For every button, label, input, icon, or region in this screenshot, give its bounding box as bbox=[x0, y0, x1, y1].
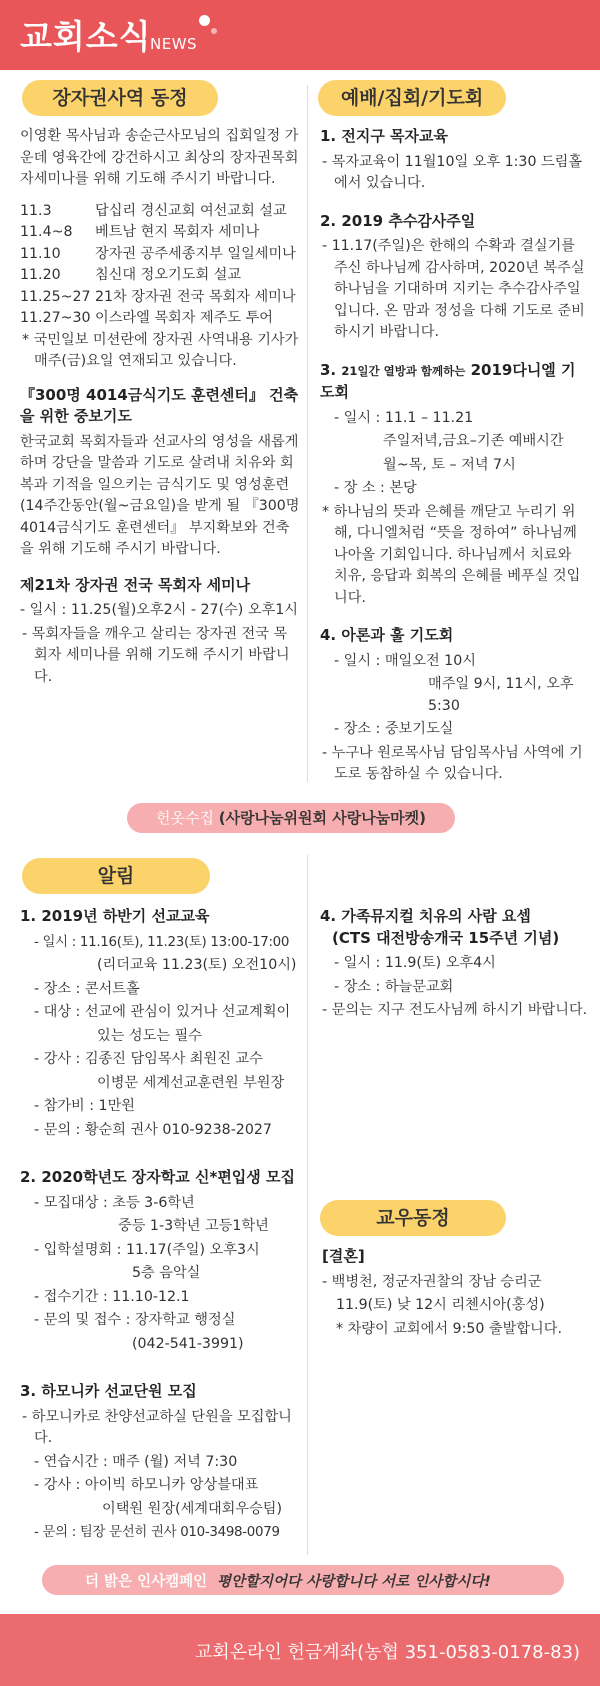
members-label: [결혼] bbox=[322, 1247, 365, 1265]
section-pill-members: 교우동정 bbox=[320, 1200, 506, 1236]
greeting-campaign-slogan: 평안할지어다 사랑합니다 서로 인사합시다! bbox=[217, 1574, 491, 1590]
section-pill-notice: 알림 bbox=[22, 858, 210, 894]
ministry-intro: 이영환 목사님과 송순근사모님의 집회일정 가운데 영육간에 강건하시고 최상의 장자권목회자세미나를 위해 기도해 주시기 바랍니다. bbox=[20, 128, 299, 187]
notice-2-target: - 모집대상 : 초등 3-6학년 bbox=[34, 1194, 195, 1211]
center-title: 『300명 4014금식기도 훈련센터』 건축을 위한 중보기도 bbox=[20, 385, 299, 425]
daniel-place: - 장 소 : 본당 bbox=[334, 480, 417, 496]
worship-section bbox=[320, 126, 585, 788]
notice-1-place: - 장소 : 콘서트홀 bbox=[34, 980, 140, 997]
page-title: 교회소식 bbox=[20, 17, 152, 56]
aaron-body: - 누구나 원로목사님 담임목사님 사역에 기도로 동참하실 수 있습니다. bbox=[322, 744, 583, 782]
schedule-item: 11.4~8 베트남 현지 목회자 세미나 bbox=[20, 224, 260, 240]
ministry-schedule bbox=[20, 201, 300, 330]
seminar-body: - 목회자들을 깨우고 살리는 장자권 전국 목회자 세미나를 위해 기도해 주시기 바랍니다. bbox=[22, 625, 290, 685]
notice-4-place: - 장소 : 하늘문교회 bbox=[334, 978, 454, 995]
worship-item-1-title: 1. 전지구 목자교육 bbox=[320, 127, 449, 145]
notice-1-target: - 대상 : 선교에 관심이 있거나 선교계획이 bbox=[34, 1004, 291, 1020]
notice-2-contact: - 문의 및 접수 : 장자학교 행정실 bbox=[34, 1312, 236, 1328]
worship-item-2-body: - 11.17(주일)은 한해의 수확과 결실기를 주신 하나님께 감사하며, 2020년 복주실 하나님을 기대하며 지키는 추수감사주일입니다. 온 맘과 정성을 다해 기도로 준비하시기 바랍니다. bbox=[322, 238, 585, 340]
daniel-date-sunday: 주일저녁,금요–기존 예배시간 bbox=[383, 433, 564, 449]
members-line-1: - 백병천, 정군자권찰의 장남 승리군 bbox=[322, 1273, 542, 1290]
worship-item-2-title: 2. 2019 추수감사주일 bbox=[320, 211, 476, 230]
schedule-item: 11.3 답십리 경신교회 여선교회 설교 bbox=[20, 202, 287, 219]
ministry-note: * 국민일보 미션란에 장자권 사역내용 기사가 매주(금)요일 연재되고 있습니다. bbox=[22, 331, 299, 369]
notice-1-title: 1. 2019년 하반기 선교교육 bbox=[20, 907, 210, 925]
notice-2-info-cont: 5층 음악실 bbox=[132, 1265, 201, 1281]
schedule-item: 11.10 장자권 공주세종지부 일일세미나 bbox=[20, 245, 296, 262]
schedule-item: 11.27~30 이스라엘 목회자 제주도 투어 bbox=[20, 310, 273, 326]
greeting-campaign-label: 더 밝은 인사캠페인 bbox=[85, 1574, 208, 1590]
header-banner bbox=[0, 0, 600, 70]
notice-4-title: 4. 가족뮤지컬 치유의 사람 요셉 bbox=[320, 907, 531, 925]
notice-3-body: - 하모니카로 찬양선교하실 단원을 모집합니다. bbox=[22, 1408, 292, 1446]
daniel-date-weekday: 월~목, 토 – 저녁 7시 bbox=[383, 456, 516, 473]
clothing-drive-detail: (사랑나눔위원회 사랑나눔마켓) bbox=[218, 809, 427, 827]
worship-item-4-title: 4. 아론과 훌 기도회 bbox=[320, 626, 454, 644]
notice-3-lecturer: - 강사 : 아이빅 하모니카 앙상블대표 bbox=[34, 1477, 259, 1493]
section-pill-ministry: 장자권사역 동정 bbox=[22, 80, 218, 116]
notice-2-target-cont: 중등 1-3학년 고등1학년 bbox=[118, 1218, 269, 1234]
aaron-place: - 장소 : 중보기도실 bbox=[334, 721, 454, 737]
page-subtitle: NEWS bbox=[150, 35, 198, 53]
aaron-date-sunday: 매주일 9시, 11시, 오후5:30 bbox=[428, 676, 574, 714]
notice-1-contact: - 문의 : 황순희 권사 010-9238-2027 bbox=[34, 1121, 272, 1138]
notice-1-date: - 일시 : 11.16(토), 11.23(토) 13:00-17:00 bbox=[34, 934, 290, 950]
daniel-date: - 일시 : 11.1 – 11.21 bbox=[334, 409, 474, 426]
schedule-item: 11.25~27 21차 장자권 전국 목회자 세미나 bbox=[20, 288, 296, 305]
notice-4-section bbox=[320, 906, 588, 1024]
notice-2-period: - 접수기간 : 11.10-12.1 bbox=[34, 1288, 190, 1305]
daniel-note: * 하나님의 뜻과 은혜를 깨닫고 누리기 위해, 다니엘처럼 “뜻을 정하여” 하나님께 나아올 기회입니다. 하나님께서 치료와 치유, 응답과 회복의 은혜를 베푸실 것입니다. bbox=[322, 503, 581, 606]
decorative-dot-icon bbox=[199, 15, 210, 26]
notice-4-date: - 일시 : 11.9(토) 오후4시 bbox=[334, 955, 496, 971]
notice-1-lecturer: - 강사 : 김종진 담임목사 최원진 교수 bbox=[34, 1051, 263, 1067]
notice-3-lecturer-cont: 이택원 원장(세계대회우승팀) bbox=[102, 1500, 283, 1517]
clothing-drive-label: 헌옷수집 bbox=[155, 809, 214, 827]
center-body: 한국교회 목회자들과 선교사의 영성을 새롭게 하며 강단을 말씀과 기도로 살려내 치유와 회복과 기적을 일으키는 금식기도 및 영성훈련(14주간동안(월~금요일)을 받게 될 『300명 4014금식기도 훈련센터』 부지확보와 건축을 위해 기도해 주시기 바랍니다. bbox=[20, 433, 300, 557]
column-divider-top bbox=[307, 85, 308, 782]
offering-account: 교회온라인 헌금계좌(농협 351-0583-0178-83) bbox=[194, 1642, 580, 1663]
members-line-3: * 차량이 교회에서 9:50 출발합니다. bbox=[336, 1320, 562, 1337]
seminar-date: - 일시 : 11.25(월)오후2시 - 27(수) 오후1시 bbox=[20, 602, 298, 618]
seminar-title: 제21차 장자권 전국 목회자 세미나 bbox=[20, 575, 251, 594]
clothing-drive-banner bbox=[127, 803, 455, 833]
notice-2-title: 2. 2020학년도 장자학교 신*편입생 모집 bbox=[20, 1168, 295, 1186]
ministry-section bbox=[20, 126, 300, 690]
notice-3-title: 3. 하모니카 선교단원 모집 bbox=[20, 1382, 197, 1400]
decorative-dot-small-icon bbox=[211, 28, 217, 34]
notice-section bbox=[20, 906, 302, 1546]
notice-2-contact-cont: (042-541-3991) bbox=[132, 1335, 244, 1352]
notice-2-info: - 입학설명회 : 11.17(주일) 오후3시 bbox=[34, 1241, 260, 1258]
notice-1-date-leader: (리더교육 11.23(토) 오전10시) bbox=[97, 957, 297, 973]
section-pill-worship: 예배/집회/기도회 bbox=[318, 80, 506, 116]
members-section bbox=[322, 1246, 588, 1342]
members-line-2: 11.9(토) 낮 12시 리첸시아(홍성) bbox=[336, 1297, 545, 1313]
worship-item-3-title: 3. 21일간 열방과 함께하는 2019다니엘 기도회 bbox=[320, 360, 576, 401]
aaron-date: - 일시 : 매일오전 10시 bbox=[334, 652, 476, 669]
notice-4-contact: - 문의는 지구 전도사님께 하시기 바랍니다. bbox=[322, 1002, 588, 1018]
schedule-item: 11.20 침신대 정오기도회 설교 bbox=[20, 267, 242, 283]
notice-3-time: - 연습시간 : 매주 (월) 저녁 7:30 bbox=[34, 1453, 238, 1470]
column-divider-bottom bbox=[307, 855, 308, 1555]
notice-4-subtitle: (CTS 대전방송개국 15주년 기념) bbox=[332, 928, 560, 947]
notice-1-target-cont: 있는 성도는 필수 bbox=[97, 1027, 202, 1044]
notice-1-lecturer-cont: 이병문 세계선교훈련원 부원장 bbox=[97, 1074, 285, 1091]
footer-banner bbox=[0, 1614, 600, 1686]
notice-1-fee: - 참가비 : 1만원 bbox=[34, 1098, 135, 1114]
worship-item-1-body: - 목자교육이 11월10일 오후 1:30 드림홀에서 있습니다. bbox=[322, 153, 583, 191]
greeting-campaign-banner bbox=[42, 1565, 564, 1595]
notice-3-contact: - 문의 : 팀장 문선히 권사 010-3498-0079 bbox=[34, 1525, 280, 1540]
